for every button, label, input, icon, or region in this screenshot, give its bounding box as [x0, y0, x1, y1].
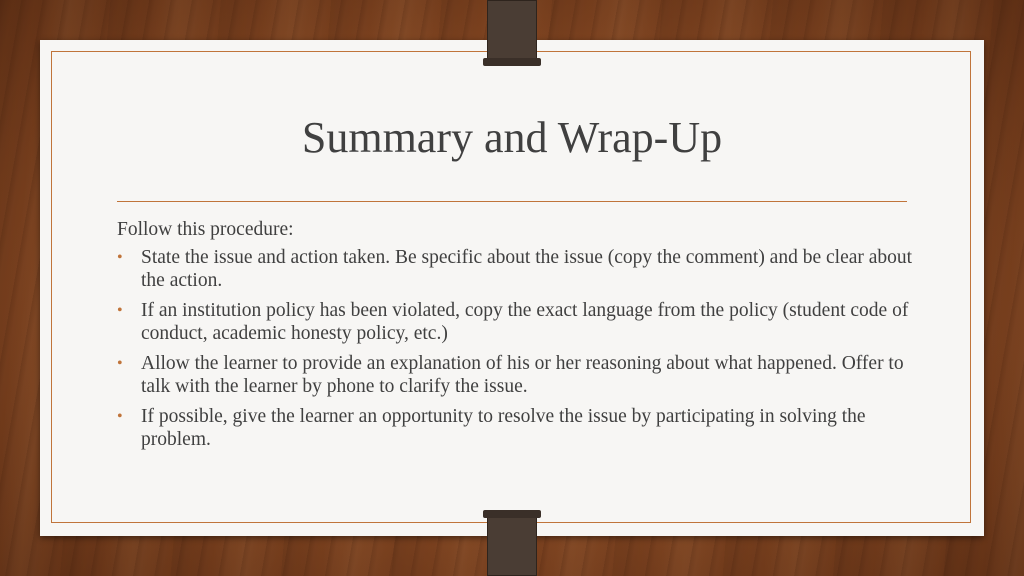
bullet-text: State the issue and action taken. Be specific about the issue (copy the comment) and be clear about the action. — [141, 247, 913, 291]
slide-content — [117, 218, 917, 458]
bullet-icon: • — [117, 408, 123, 425]
title-divider — [117, 201, 907, 202]
bullet-text: If possible, give the learner an opportunity to resolve the issue by participating in solving the problem. — [141, 406, 866, 450]
bullet-icon: • — [117, 249, 123, 266]
bullet-text: If an institution policy has been violated, copy the exact language from the policy (student code of conduct, academic honesty policy, etc.) — [141, 300, 909, 344]
list-item — [117, 246, 917, 292]
bullet-text: Allow the learner to provide an explanation of his or her reasoning about what happened. Offer to talk with the learner by phone to clarify the issue. — [141, 353, 904, 397]
list-item — [117, 352, 917, 398]
list-item — [117, 299, 917, 345]
top-clip-icon — [487, 0, 537, 64]
bullet-icon: • — [117, 302, 123, 319]
slide-title: Summary and Wrap-Up — [301, 113, 723, 162]
list-item — [117, 405, 917, 451]
slide-board — [40, 40, 984, 536]
bullet-icon: • — [117, 355, 123, 372]
bullet-list — [117, 246, 917, 451]
intro-text: Follow this procedure: — [117, 219, 294, 240]
bottom-clip-icon — [487, 512, 537, 576]
